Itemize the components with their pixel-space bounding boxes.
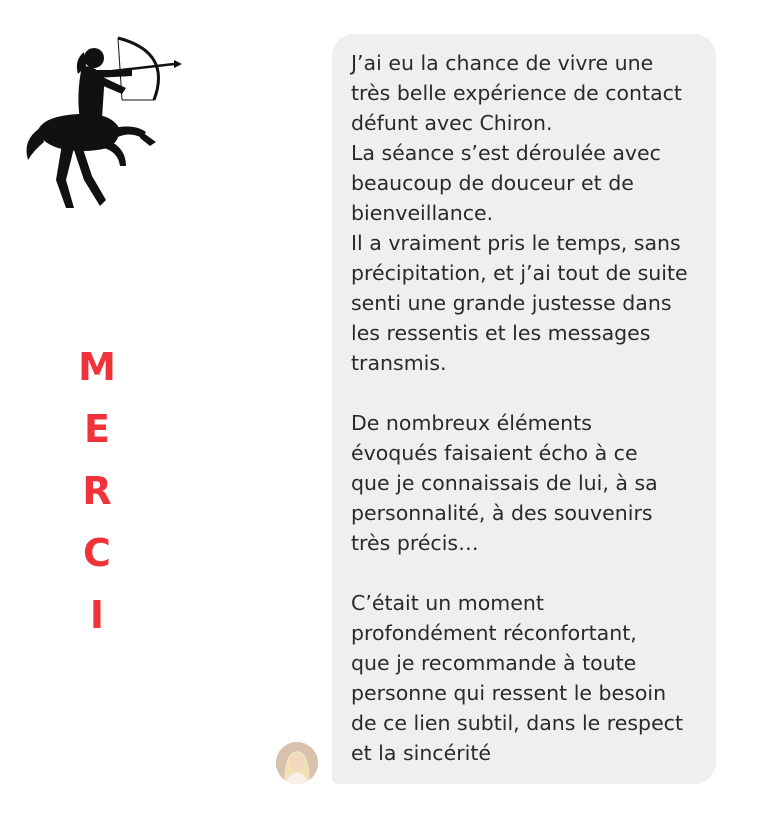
message-line: très précis… (351, 531, 479, 555)
message-line: personne qui ressent le besoin (351, 681, 667, 705)
merci-letter: M (78, 345, 116, 389)
user-avatar-icon (276, 742, 318, 784)
message-line: et la sincérité (351, 741, 491, 765)
merci-letter: I (89, 593, 105, 637)
message-line: de ce lien subtil, dans le respect (351, 711, 683, 735)
message-line: que je connaissais de lui, à sa (351, 471, 658, 495)
message-line: précipitation, et j’ai tout de suite (351, 261, 688, 285)
sender-avatar[interactable] (276, 742, 318, 784)
paragraph-gap (351, 378, 702, 408)
merci-letter: E (84, 407, 110, 451)
merci-vertical-word (62, 336, 132, 646)
message-line: personnalité, à des souvenirs (351, 501, 653, 525)
message-line: que je recommande à toute (351, 651, 637, 675)
message-line: senti une grande justesse dans (351, 291, 672, 315)
message-line: très belle expérience de contact (351, 81, 682, 105)
message-bubble[interactable] (332, 34, 716, 784)
message-line: Il a vraiment pris le temps, sans (351, 231, 681, 255)
message-line: évoqués faisaient écho à ce (351, 441, 638, 465)
message-line: La séance s’est déroulée avec (351, 141, 661, 165)
message-line: défunt avec Chiron. (351, 111, 553, 135)
message-line: De nombreux éléments (351, 411, 592, 435)
sagittarius-logo-icon (22, 30, 182, 210)
merci-letter: R (82, 469, 112, 513)
merci-letter: C (83, 531, 111, 575)
message-line: profondément réconfortant, (351, 621, 637, 645)
message-line: bienveillance. (351, 201, 494, 225)
message-line: C’était un moment (351, 591, 544, 615)
message-line: les ressentis et les messages (351, 321, 651, 345)
message-line: beaucoup de douceur et de (351, 171, 634, 195)
paragraph-gap (351, 558, 702, 588)
message-line: J’ai eu la chance de vivre une (351, 51, 654, 75)
message-line: transmis. (351, 351, 447, 375)
